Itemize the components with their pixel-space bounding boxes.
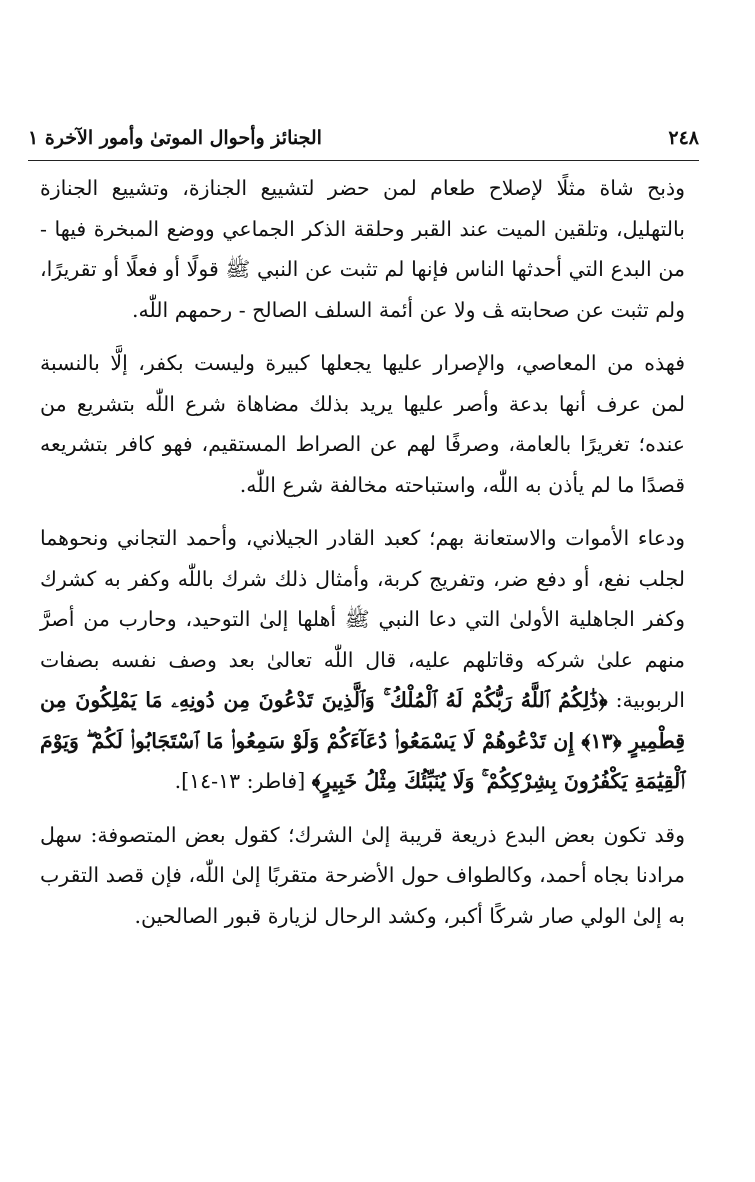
- page-number: ٢٤٨: [668, 127, 699, 149]
- paragraph-funeral-innovations: وذبح شاة مثلًا لإصلاح طعام لمن حضر لتشييع الجنازة، وتشييع الجنازة بالتهليل، وتلقين الميت عند القبر وحلقة الذكر الجماعي ووضع المبخرة فيها - من البدع التي أحدثها الناس فإنها لم تثبت عن النبي ﷺ قولًا أو فعلًا أو تقريرًا، ولم تثبت عن صحابته ﭫ ولا عن أئمة السلف الصالح - رحمهم اللّٰه.: [40, 176, 685, 322]
- verse-citation: [فاطر: ١٣-١٤].: [174, 769, 312, 793]
- paragraph-means-to-shirk: وقد تكون بعض البدع ذريعة قريبة إلىٰ الشرك؛ كقول بعض المتصوفة: سهل مرادنا بجاه أحمد، وكالطواف حول الأضرحة متقربًا إلىٰ اللّٰه، فإن قصد التقرب به إلىٰ الولي صار شركًا أكبر، وكشد الرحال لزيارة قبور الصالحين.: [40, 822, 685, 928]
- paragraph-supplication-dead: [40, 518, 685, 802]
- page-header: [28, 120, 699, 156]
- page-body: [40, 168, 685, 936]
- header-rule: [28, 160, 699, 161]
- paragraph-ruling: فهذه من المعاصي، والإصرار عليها يجعلها كبيرة وليست بكفر، إلَّا بالنسبة لمن عرف أنها بدعة وأصر عليها يريد بذلك مضاهاة شرع اللّٰه بتشريع من عنده؛ تغريرًا بالعامة، وصرفًا لهم عن الصراط المستقيم، فهو كافر بتشريعه قصدًا ما لم يأذن به اللّٰه، واستباحته مخالفة شرع اللّٰه.: [40, 351, 685, 497]
- quran-verse: ﴿ذَٰلِكُمُ ٱللَّهُ رَبُّكُمْ لَهُ ٱلْمُلْكُ ۚ وَٱلَّذِينَ تَدْعُونَ مِن دُونِهِۦ مَا يَمْلِكُونَ مِن قِطْمِيرٍ ﴿١٣﴾ إِن تَدْعُوهُمْ لَا يَسْمَعُوا۟ دُعَآءَكُمْ وَلَوْ سَمِعُوا۟ مَا ٱسْتَجَابُوا۟ لَكُمْ ۖ وَيَوْمَ ٱلْقِيَٰمَةِ يَكْفُرُونَ بِشِرْكِكُمْ ۚ وَلَا يُنَبِّئُكَ مِثْلُ خَبِيرٍ﴾: [40, 688, 685, 793]
- paragraph-text: ودعاء الأموات والاستعانة بهم؛ كعبد القادر الجيلاني، وأحمد التجاني ونحوهما لجلب نفع، أو دفع ضر، وتفريج كربة، وأمثال ذلك شرك باللّٰه وكفر به كشرك وكفر الجاهلية الأولىٰ التي دعا النبي ﷺ أهلها إلىٰ التوحيد، وحارب من أصرَّ منهم علىٰ شركه وقاتلهم عليه، قال اللّٰه تعالىٰ بعد وصف نفسه بصفات الربوبية:: [40, 526, 685, 712]
- running-title: الجنائز وأحوال الموتىٰ وأمور الآخرة ١: [28, 127, 322, 149]
